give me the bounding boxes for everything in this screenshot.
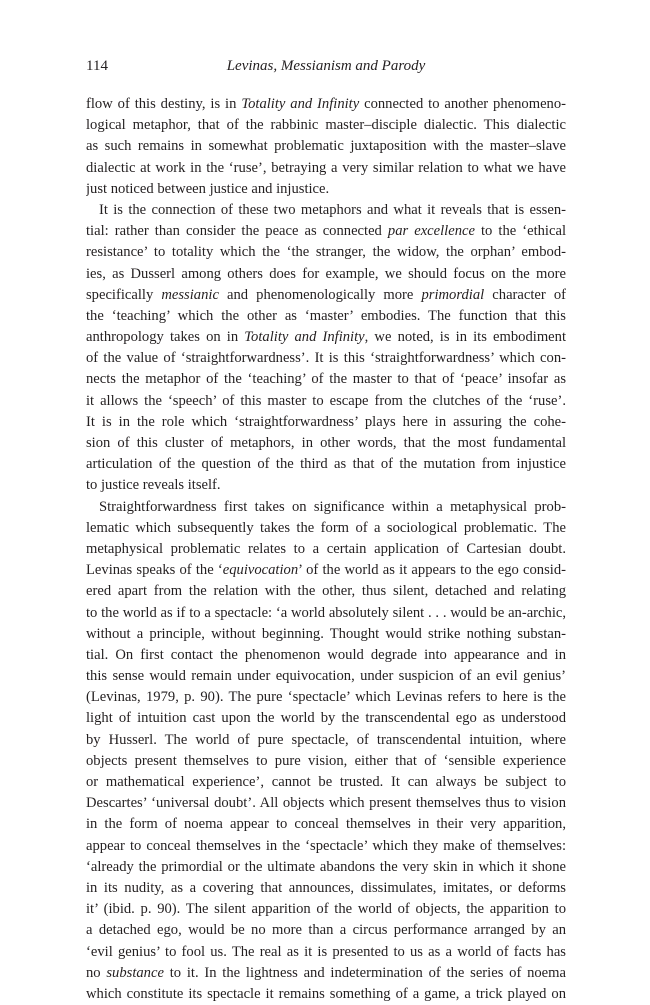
text-segment: just noticed between justice and injustice. (86, 180, 330, 197)
italic-text: Totality and Infinity (244, 329, 365, 346)
text-line (86, 327, 566, 348)
text-segment: Levinas speaks of the ‘ (86, 562, 223, 579)
text-segment: character of (484, 286, 566, 303)
italic-text: Totality and Infinity (241, 96, 360, 112)
text-line (86, 603, 566, 624)
body-text (86, 94, 566, 1005)
text-segment: without a principle, without beginning. Thought would strike nothing substan- (86, 625, 566, 642)
text-segment: It is the connection of these two metaphors and what it reveals that is essen- (99, 201, 566, 218)
italic-text: substance (106, 964, 164, 981)
text-line (86, 158, 566, 179)
text-segment: anthropology takes on in (86, 329, 245, 346)
text-segment: (Levinas, 1979, p. 90). The pure ‘spectacle’ which Levinas refers to here is the (86, 689, 566, 706)
text-line (86, 412, 566, 433)
text-segment: to the world as if to a spectacle: ‘a world absolutely silent . . . would be an-archic, (86, 604, 566, 621)
text-line (86, 285, 566, 306)
italic-text: par excellence (387, 223, 475, 240)
text-segment: to justice reveals itself. (86, 477, 221, 494)
text-line (86, 221, 566, 242)
text-segment: in its nudity, as a covering that announces, dissimulates, imitates, or deforms (86, 879, 566, 896)
text-segment: flow of this destiny, is in (86, 96, 242, 112)
text-segment: metaphysical problematic relates to a certain application of Cartesian doubt. (86, 540, 566, 557)
text-segment: ered apart from the relation with the other, thus silent, detached and relating (86, 583, 566, 600)
text-line (86, 793, 566, 814)
text-line (86, 264, 566, 285)
text-segment: as such remains in somewhat problematic juxtaposition with the master–slave (86, 138, 566, 155)
text-line (86, 963, 566, 984)
text-line (86, 454, 566, 475)
text-line (86, 645, 566, 666)
text-line (86, 115, 566, 136)
text-segment: objects present themselves to pure vision, either that of ‘sensible experience (86, 752, 566, 769)
text-segment: Descartes’ ‘universal doubt’. All objects which present themselves thus to vision (86, 795, 566, 812)
text-line (86, 179, 566, 200)
text-line (86, 857, 566, 878)
text-segment: lematic which subsequently takes the form of a sociological problematic. The (86, 519, 566, 536)
text-line (86, 730, 566, 751)
text-line (86, 708, 566, 729)
text-segment: sion of this cluster of metaphors, in other words, that the most fundamental (86, 435, 566, 451)
italic-text: primordial (421, 286, 485, 303)
text-segment: nects the metaphor of the ‘teaching’ of the master to that of ‘peace’ insofar as (86, 371, 566, 388)
text-line (86, 624, 566, 645)
running-head (86, 56, 566, 76)
text-segment: specifically (86, 286, 162, 303)
text-segment: appear to conceal themselves in the ‘spectacle’ which they make of themselves: (86, 837, 566, 854)
text-line (86, 560, 566, 581)
text-segment: of the value of ‘straightforwardness’. It is this ‘straightforwardness’ which con- (86, 350, 566, 367)
italic-text: messianic (161, 286, 219, 303)
text-segment: by Husserl. The world of pure spectacle, of transcendental intuition, where (86, 731, 566, 748)
text-segment: it allows the ‘speech’ of this master to escape from the clutches of the ‘ruse’. (86, 392, 566, 409)
text-segment: tial. On first contact the phenomenon would degrade into appearance and in (86, 646, 566, 663)
text-segment: to the ‘ethical (474, 223, 566, 240)
text-line (86, 391, 566, 412)
text-segment: this sense would remain under equivocation, under suspicion of an evil genius’ (86, 668, 566, 685)
text-line (86, 772, 566, 793)
text-segment: ‘evil genius’ to fool us. The real as it is presented to us as a world of facts has (86, 943, 566, 960)
text-line (86, 687, 566, 708)
text-line (86, 942, 566, 963)
italic-text: equivocation (222, 562, 299, 579)
text-segment: logical metaphor, that of the rabbinic master–disciple dialectic. This dialectic (86, 117, 566, 134)
text-line (86, 369, 566, 390)
text-line (86, 878, 566, 899)
text-segment: connected to another phenomeno- (359, 96, 566, 112)
text-line (86, 348, 566, 369)
text-segment: no (86, 964, 107, 981)
text-line (86, 518, 566, 539)
text-line (86, 814, 566, 835)
text-segment: to it. In the lightness and indetermination of the series of noema (163, 964, 566, 981)
text-segment: and phenomenologically more (218, 286, 422, 303)
text-segment: resistance’ to totality which the ‘the stranger, the widow, the orphan’ embod- (86, 244, 566, 261)
text-line (86, 899, 566, 920)
text-segment: ‘already the primordial or the ultimate abandons the very skin in which it shone (86, 858, 566, 875)
text-segment: ’ of the world as it appears to the ego consid- (298, 562, 566, 579)
text-line (86, 497, 566, 518)
text-line (86, 539, 566, 560)
text-segment: which constitute its spectacle it remains something of a game, a trick played on (86, 985, 566, 1002)
text-segment: a detached ego, would be no more than a circus performance arranged by an (86, 922, 566, 939)
text-line (86, 836, 566, 857)
text-segment: or mathematical experience’, cannot be trusted. It can always be subject to (86, 774, 566, 790)
text-line (86, 920, 566, 941)
page-number: 114 (86, 58, 108, 74)
text-segment: articulation of the question of the third as that of the mutation from injustice (86, 456, 566, 473)
text-segment: dialectic at work in the ‘ruse’, betraying a very similar relation to what we have (86, 159, 566, 176)
text-segment: light of intuition cast upon the world by the transcendental ego as understood (86, 710, 566, 727)
text-line (86, 475, 566, 496)
text-line (86, 984, 566, 1005)
text-segment: it’ (ibid. p. 90). The silent apparition of the world of objects, the apparition to (86, 901, 566, 918)
text-segment: Straightforwardness first takes on significance within a metaphysical prob- (99, 498, 566, 515)
text-line (86, 200, 566, 221)
text-segment: ies, as Dusserl among others does for example, we should focus on the more (86, 265, 566, 282)
text-segment: the ‘teaching’ which the other as ‘master’ embodies. The function that this (86, 307, 566, 324)
text-line (86, 581, 566, 602)
text-segment: It is in the role which ‘straightforwardness’ plays here in assuring the cohe- (86, 413, 566, 430)
text-segment: , we noted, is in its embodiment (364, 329, 566, 346)
text-line (86, 136, 566, 157)
running-title: Levinas, Messianism and Parody (226, 58, 426, 74)
text-segment: in the form of noema appear to conceal themselves in their very apparition, (86, 816, 566, 833)
text-line (86, 751, 566, 772)
text-line (86, 666, 566, 687)
text-segment: tial: rather than consider the peace as connected (86, 223, 388, 240)
text-line (86, 306, 566, 327)
text-line (86, 433, 566, 454)
text-line (86, 94, 566, 115)
text-line (86, 242, 566, 263)
